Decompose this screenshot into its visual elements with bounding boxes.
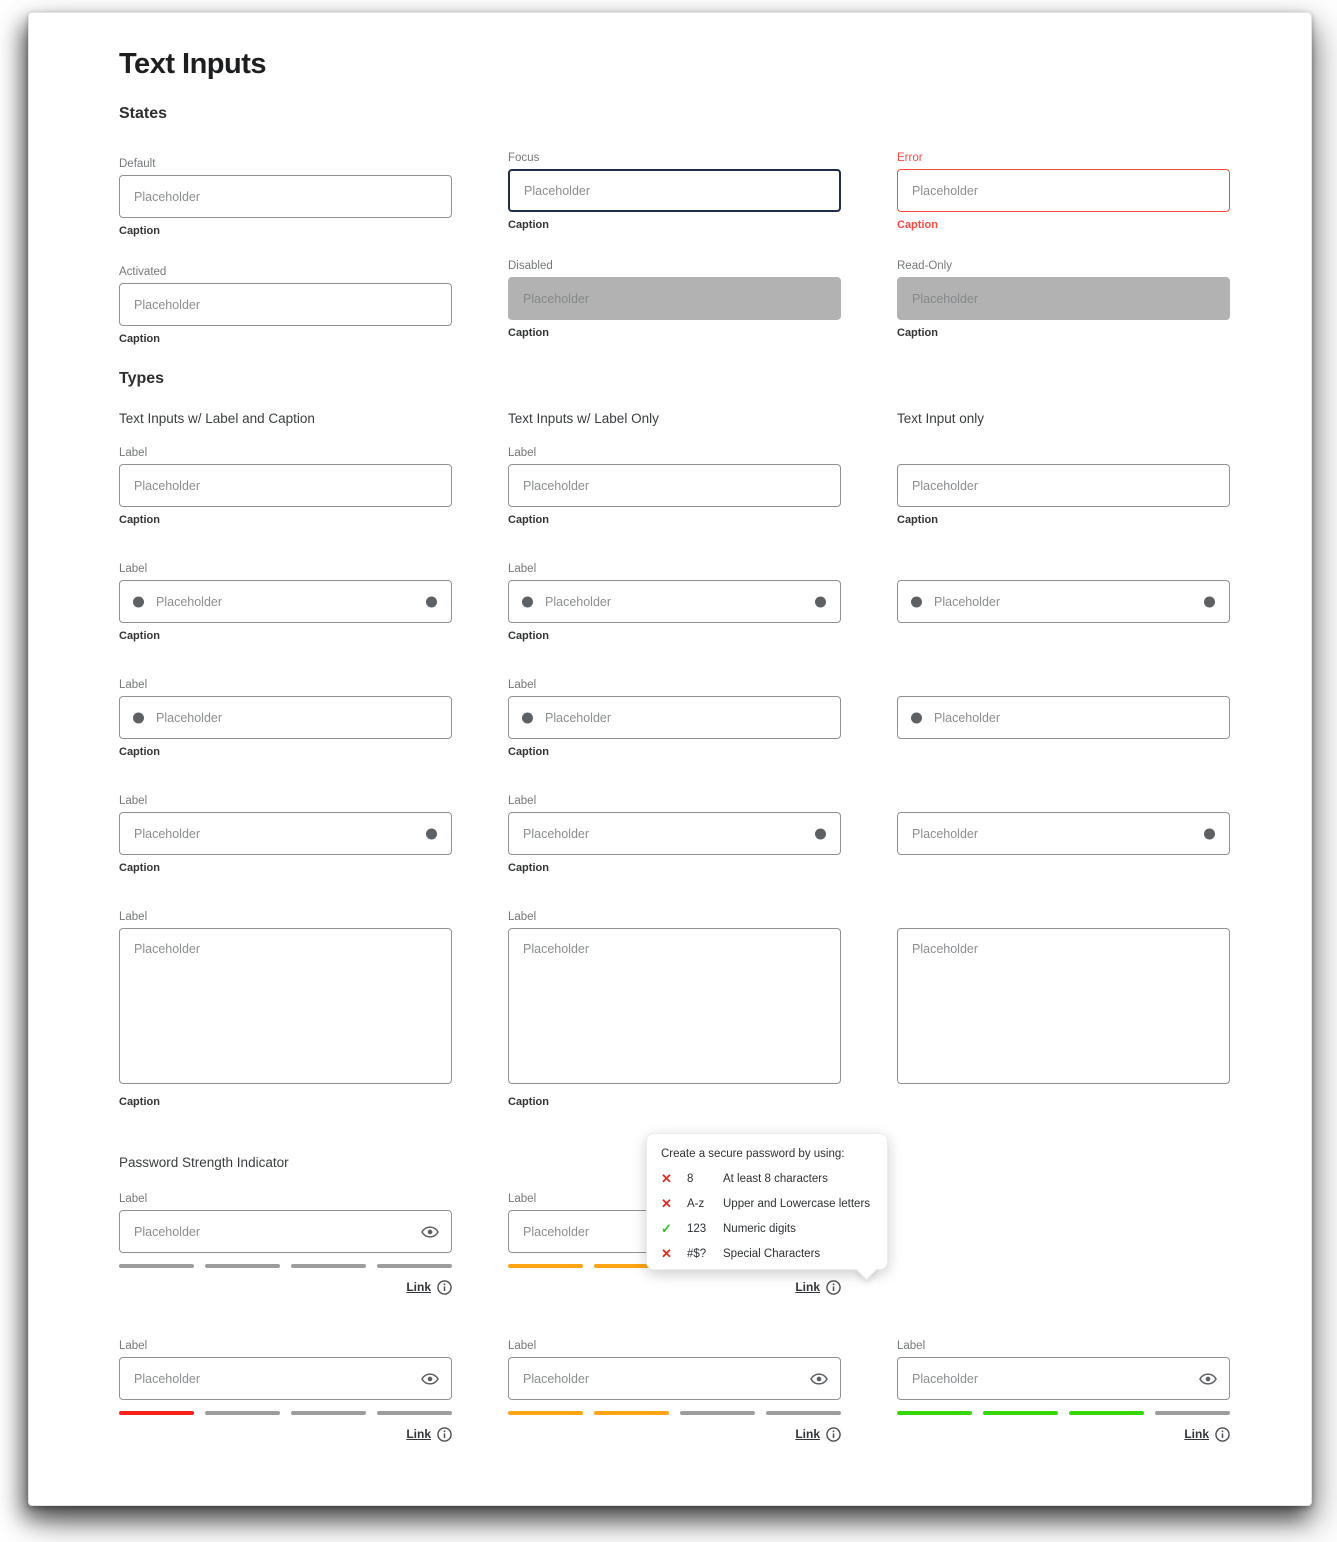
input-label: Label [119,795,148,807]
type-cell [119,795,452,875]
tooltip-rule [661,1197,873,1211]
tooltip-rule [661,1247,873,1261]
types-row-textarea [119,911,1230,1109]
text-input[interactable] [508,812,841,855]
state-focus [508,152,841,238]
text-input[interactable] [119,812,452,855]
types-row-plain [119,447,1230,527]
trailing-dot-icon [1204,596,1215,607]
states-heading: States [119,105,168,122]
textarea-input[interactable] [897,928,1230,1084]
leading-dot-icon [133,712,144,723]
password-link[interactable]: Link [795,1280,820,1294]
info-icon[interactable] [1215,1427,1230,1442]
input-label: Label [508,1193,537,1205]
input-label: Read-Only [897,260,952,272]
type-cell [119,563,452,643]
trailing-dot-icon [426,828,437,839]
type-cell [119,447,452,527]
trailing-dot-icon [426,596,437,607]
leading-dot-icon [522,712,533,723]
input-label: Label [119,679,148,691]
text-input[interactable] [119,464,452,507]
state-activated [119,266,452,346]
input-label: Label [119,1193,148,1205]
state-disabled [508,260,841,346]
state-default [119,158,452,238]
error-text-input[interactable] [897,169,1230,212]
leading-dot-icon [911,712,922,723]
input-caption: Caption [119,1096,160,1108]
password-field-strong [897,1340,1230,1443]
input-label: Label [508,911,537,923]
password-link[interactable]: Link [406,1427,431,1441]
type-cell [897,679,1230,759]
rule-tag: A-z [687,1198,705,1210]
text-input-wrapper [508,277,841,320]
input-label: Label [119,563,148,575]
type-cell [508,911,841,1109]
activated-text-input[interactable] [119,283,452,326]
focus-text-input[interactable] [508,169,841,212]
tooltip-rule [661,1172,873,1186]
input-label: Activated [119,266,167,278]
states-row-2 [119,260,1230,346]
input-label: Label [508,795,537,807]
column-header-label-only: Text Inputs w/ Label Only [508,411,659,426]
info-icon[interactable] [437,1280,452,1295]
text-input-wrapper [897,277,1230,320]
input-label: Label [508,1340,537,1352]
text-input[interactable] [508,580,841,623]
input-caption: Caption [119,514,160,526]
input-label: Label [119,1340,148,1352]
text-input-wrapper [508,169,841,212]
input-label: Label [897,1340,926,1352]
textarea-input[interactable] [119,928,452,1084]
input-caption: Caption [508,327,549,339]
disabled-text-input [508,277,841,320]
strength-bars [508,1411,841,1415]
password-input[interactable] [508,1357,841,1400]
states-row-1 [119,152,1230,238]
rule-text: Upper and Lowercase letters [723,1198,871,1210]
rule-text: At least 8 characters [723,1173,828,1185]
input-caption: Caption [508,219,549,231]
input-label: Label [119,447,148,459]
rule-text: Special Characters [723,1248,821,1260]
password-tooltip [646,1133,888,1270]
types-row-lead [119,679,1230,759]
text-inputs-spec-card [28,12,1312,1506]
password-field-empty [119,1193,452,1296]
type-cell [897,795,1230,875]
type-cell [508,447,841,527]
eye-icon[interactable] [810,1372,828,1385]
types-row-lead-trail [119,563,1230,643]
input-caption: Caption [119,225,160,237]
input-caption: Caption [508,630,549,642]
input-caption: Caption [508,862,549,874]
eye-icon[interactable] [421,1225,439,1238]
eye-icon[interactable] [1199,1372,1217,1385]
type-cell [119,679,452,759]
password-input[interactable] [897,1357,1230,1400]
strength-bars [119,1411,452,1415]
tooltip-title: Create a secure password by using: [661,1148,845,1160]
password-row-2 [119,1340,1230,1443]
types-row-trail [119,795,1230,875]
type-cell [897,447,1230,527]
strength-bars [119,1264,452,1268]
x-icon: ✕ [661,1196,672,1211]
rule-text: Numeric digits [723,1223,796,1235]
input-caption: Caption [119,862,160,874]
text-input[interactable] [119,580,452,623]
column-header-input-only: Text Input only [897,411,985,426]
trailing-dot-icon [815,596,826,607]
password-field-weak [119,1340,452,1443]
trailing-dot-icon [815,828,826,839]
readonly-text-input [897,277,1230,320]
type-cell [508,795,841,875]
default-text-input[interactable] [119,175,452,218]
password-field-medium [508,1340,841,1443]
x-icon: ✕ [661,1171,672,1186]
input-label: Focus [508,152,540,164]
text-input[interactable] [897,580,1230,623]
text-input[interactable] [508,464,841,507]
input-caption: Caption [897,514,938,526]
type-cell [508,679,841,759]
input-caption: Caption [508,746,549,758]
tooltip-rule [661,1222,873,1236]
rule-tag: 123 [687,1223,707,1235]
types-column-headers [119,411,1230,427]
strength-bars [897,1411,1230,1415]
info-icon[interactable] [826,1427,841,1442]
empty-cell [897,1193,1230,1296]
input-label: Label [119,911,148,923]
password-link[interactable]: Link [795,1427,820,1441]
eye-icon[interactable] [421,1372,439,1385]
type-cell [897,563,1230,643]
text-input[interactable] [897,812,1230,855]
password-link[interactable]: Link [1184,1427,1209,1441]
state-error [897,152,1230,238]
input-caption: Caption [508,1096,549,1108]
leading-dot-icon [522,596,533,607]
text-input[interactable] [897,464,1230,507]
info-icon[interactable] [826,1280,841,1295]
x-icon: ✕ [661,1246,672,1261]
type-cell [897,911,1230,1109]
input-label: Error [897,152,923,164]
text-input[interactable] [897,696,1230,739]
type-cell [119,911,452,1109]
input-caption: Caption [119,333,160,345]
input-caption: Caption [119,746,160,758]
types-heading: Types [119,370,165,387]
input-label: Label [508,563,537,575]
leading-dot-icon [133,596,144,607]
input-caption: Caption [119,630,160,642]
textarea-input[interactable] [508,928,841,1084]
input-label: Default [119,158,156,170]
rule-tag: 8 [687,1173,694,1185]
password-strength-section [119,1148,1230,1443]
input-label: Disabled [508,260,553,272]
input-caption: Caption [897,219,938,231]
input-caption: Caption [508,514,549,526]
text-input[interactable] [119,696,452,739]
password-input[interactable] [119,1210,452,1253]
state-read-only [897,260,1230,346]
rule-tag: #$? [687,1248,707,1260]
check-icon: ✓ [661,1221,672,1236]
password-section-heading: Password Strength Indicator [119,1155,289,1170]
leading-dot-icon [911,596,922,607]
page-title: Text Inputs [119,48,267,80]
text-input-wrapper [119,175,452,218]
input-label: Label [508,679,537,691]
input-caption: Caption [897,327,938,339]
password-input[interactable] [119,1357,452,1400]
trailing-dot-icon [1204,828,1215,839]
text-input-wrapper [897,169,1230,212]
text-input-wrapper [119,283,452,326]
password-link[interactable]: Link [406,1280,431,1294]
input-label: Label [508,447,537,459]
type-cell [508,563,841,643]
text-input[interactable] [508,696,841,739]
column-header-label-and-caption: Text Inputs w/ Label and Caption [119,411,315,426]
info-icon[interactable] [437,1427,452,1442]
